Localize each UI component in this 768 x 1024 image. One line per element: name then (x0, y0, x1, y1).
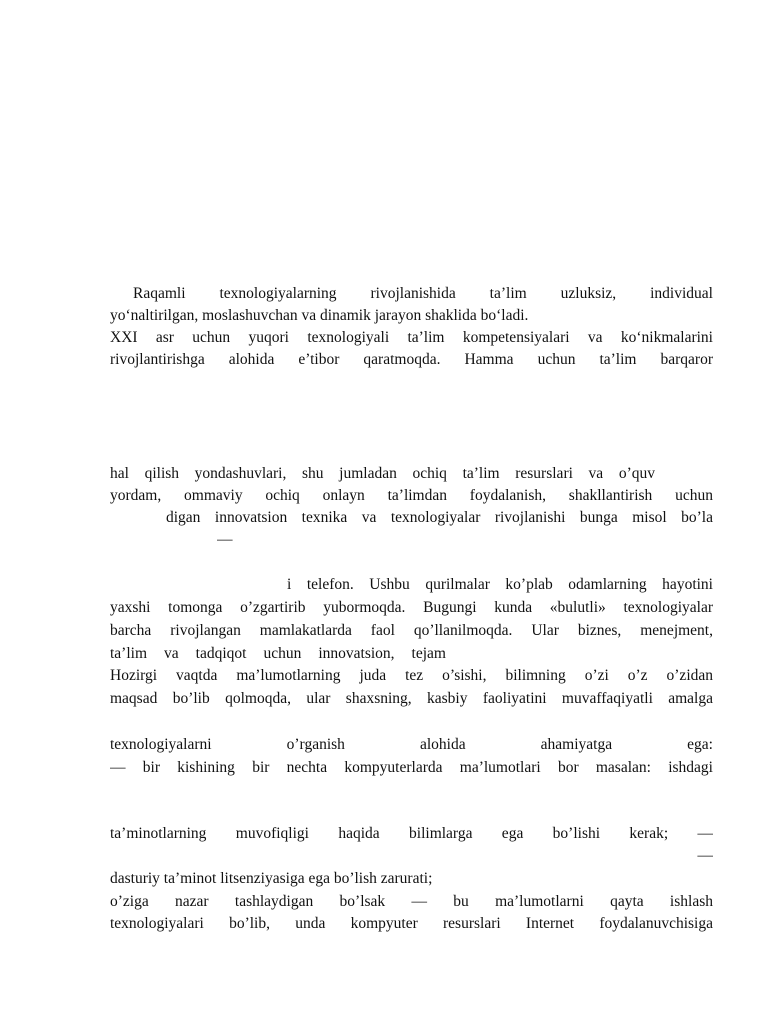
paragraph-line: texnologiyalari bo’lib, unda kompyuter resurslari Internet foydalanuvchisiga (110, 915, 713, 932)
paragraph-line: — bir kishining bir nechta kompyuterlarda ma’lumotlari bor masalan: ishdagi (110, 759, 713, 776)
paragraph-line: yo‘naltirilgan, moslashuvchan va dinamik jarayon shaklida bo‘ladi. (110, 307, 529, 324)
paragraph-line: maqsad bo’lib qolmoqda, ular shaxsning, kasbiy faoliyatini muvaffaqiyatli amalga (110, 690, 713, 707)
paragraph-line: o’ziga nazar tashlaydigan bo’lsak — bu ma’lumotlarni qayta ishlash (110, 893, 713, 910)
paragraph-line: dasturiy ta’minot litsenziyasiga ega bo’lish zarurati; (110, 870, 433, 887)
paragraph-line: Hozirgi vaqtda ma’lumotlarning juda tez o’sishi, bilimning o’zi o’z o’zidan (110, 667, 713, 684)
paragraph-line: Raqamli texnologiyalarning rivojlanishida ta’lim uzluksiz, individual (133, 285, 713, 302)
paragraph-line: i telefon. Ushbu qurilmalar ko’plab odamlarning hayotini (287, 576, 713, 593)
paragraph-line: ta’lim va tadqiqot uchun innovatsion, tejam (110, 645, 446, 662)
paragraph-line: rivojlantirishga alohida e’tibor qaratmoqda. Hamma uchun ta’lim barqaror (110, 351, 713, 368)
dash-fragment: — (697, 847, 713, 864)
paragraph-line: barcha rivojlangan mamlakatlarda faol qo’llanilmoqda. Ular biznes, menejment, (110, 622, 713, 639)
paragraph-line: XXI asr uchun yuqori texnologiyali ta’lim kompetensiyalari va ko‘nikmalarini (110, 329, 713, 346)
paragraph-line: yaxshi tomonga o’zgartirib yubormoqda. Bugungi kunda «bulutli» texnologiyalar (110, 599, 713, 616)
paragraph-line: texnologiyalarni o’rganish alohida ahamiyatga ega: (110, 736, 713, 753)
paragraph-line: ta’minotlarning muvofiqligi haqida bilimlarga ega bo’lishi kerak; — (110, 825, 713, 842)
paragraph-line: digan innovatsion texnika va texnologiyalar rivojlanishi bunga misol bo’la (166, 509, 713, 526)
paragraph-line: hal qilish yondashuvlari, shu jumladan ochiq ta’lim resurslari va o’quv (110, 465, 655, 482)
paragraph-line: yordam, ommaviy ochiq onlayn ta’limdan foydalanish, shakllantirish uchun (110, 487, 713, 504)
dash-fragment: — (217, 531, 233, 548)
